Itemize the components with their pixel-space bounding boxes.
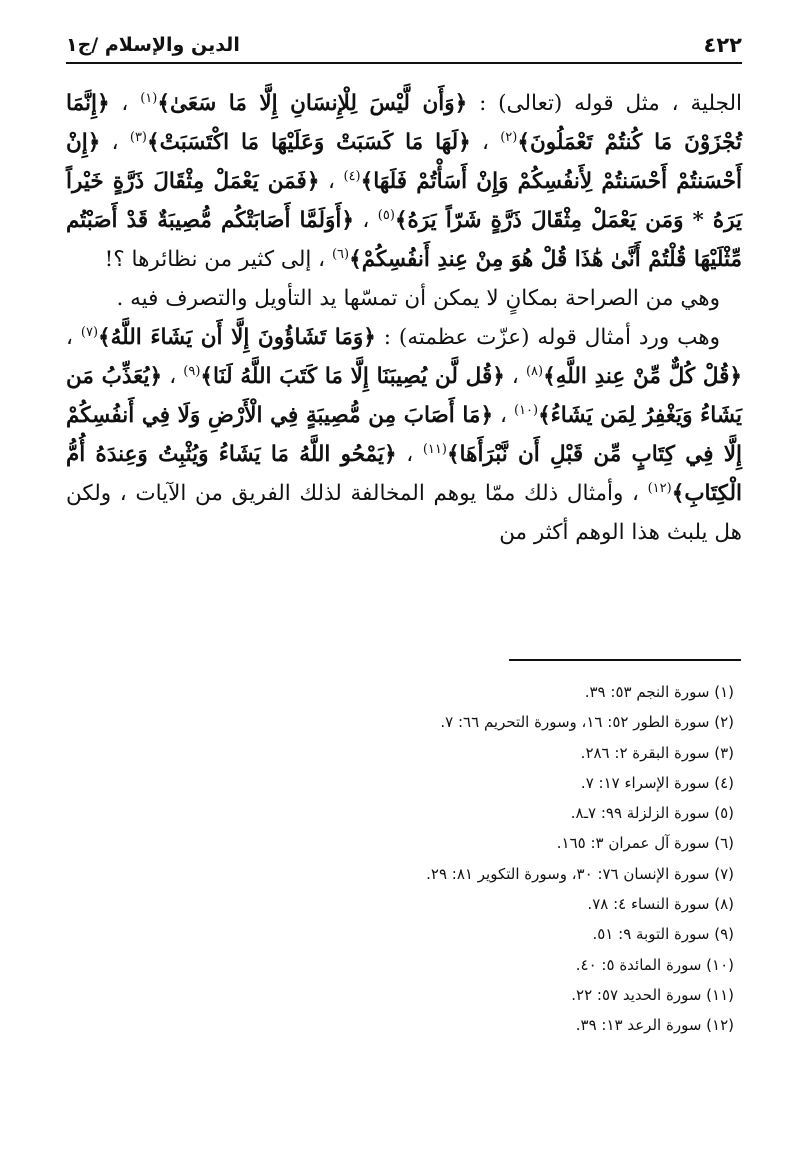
footnote-divider (509, 659, 741, 661)
footnote-item: (٨) سورة النساء ٤: ٧٨. (587, 895, 734, 914)
quran-quote: ﴿قُل لَّن يُصِيبَنَا إِلَّا مَا كَتَبَ اللَّهُ لَنَا﴾ (200, 364, 505, 389)
paragraph-3 (66, 318, 742, 552)
text-run: ، (162, 364, 184, 389)
text-run: ، (109, 91, 141, 116)
footnote-ref[interactable]: (٢) (500, 129, 518, 145)
quran-quote: ﴿قُلْ كُلٌّ مِّنْ عِندِ اللَّهِ﴾ (543, 364, 743, 389)
text-run: ، (100, 130, 130, 155)
quran-quote: ﴿وَأَن لَّيْسَ لِلْإِنسَانِ إِلَّا مَا سَعَىٰ﴾ (157, 91, 468, 116)
text-run: ، (396, 442, 423, 467)
footnote-ref[interactable]: (٣) (129, 129, 147, 145)
quran-quote: ﴿إِنْ أَحْسَنتُمْ أَحْسَنتُمْ لِأَنفُسِكُمْ وَإِنْ أَسَأْتُمْ فَلَهَا﴾ (66, 130, 743, 194)
footnote-item: (٦) سورة آل عمران ٣: ١٦٥. (556, 834, 734, 853)
text-run: ، (319, 169, 344, 194)
footnote-ref[interactable]: (٩) (183, 363, 201, 379)
text-run: ، (353, 208, 378, 233)
text-run: ، (493, 403, 514, 428)
footnote-item: (١٠) سورة المائدة ٥: ٤٠. (575, 955, 734, 974)
paragraph-1 (66, 84, 742, 279)
text-run: الجلية ، مثل قوله (تعالى) : (467, 91, 742, 116)
footnote-item: (٩) سورة التوبة ٩: ٥١. (592, 925, 734, 944)
text-run: ، وأمثال ذلك ممّا يوهم المخالفة لذلك الفريق من الآيات ، ولكن هل يلبث هذا الوهم أكثر من (66, 481, 742, 545)
footnote-ref[interactable]: (١) (140, 90, 158, 106)
footnote-ref[interactable]: (٧) (80, 324, 99, 340)
text-run: ، (470, 130, 501, 155)
quran-quote: ﴿لَهَا مَا كَسَبَتْ وَعَلَيْهَا مَا اكْتَسَبَتْ﴾ (147, 130, 471, 155)
footnote-item: (٤) سورة الإسراء ١٧: ٧. (580, 773, 734, 792)
footnote-item: (٧) سورة الإنسان ٧٦: ٣٠، وسورة التكوير ٨١: ٢٩. (426, 864, 734, 883)
paragraph-2: وهي من الصراحة بمكانٍ لا يمكن أن تمسّها يد التأويل والتصرف فيه . (116, 286, 720, 311)
text-run: ، إلى كثير من نظائرها ؟! (104, 247, 332, 272)
quran-quote: ﴿مَا أَصَابَ مِن مُّصِيبَةٍ فِي الْأَرْضِ وَلَا فِي أَنفُسِكُمْ إِلَّا فِي كِتَابٍ مِّن قَبْلِ أَن نَّبْرَأَهَا﴾ (66, 403, 742, 467)
page-header (66, 28, 742, 64)
quran-quote: ﴿أَوَلَمَّا أَصَابَتْكُم مُّصِيبَةٌ قَدْ أَصَبْتُم مِّثْلَيْهَا قُلْتُمْ أَنَّىٰ هَٰذَا قُلْ هُوَ مِنْ عِندِ أَنفُسِكُمْ﴾ (66, 208, 742, 272)
footnote-ref[interactable]: (٨) (525, 363, 544, 379)
footnote-ref[interactable]: (١١) (422, 441, 447, 457)
footnote-item: (١٢) سورة الرعد ١٣: ٣٩. (575, 1016, 734, 1035)
footnote-item: (٣) سورة البقرة ٢: ٢٨٦. (580, 743, 734, 762)
text-run: ، (504, 364, 526, 389)
main-text (66, 84, 742, 552)
footnote-item: (١١) سورة الحديد ٥٧: ٢٢. (571, 985, 734, 1004)
text-run: ، (66, 325, 81, 350)
footnote-ref[interactable]: (١٠) (513, 402, 539, 418)
footnote-ref[interactable]: (١٢) (647, 480, 672, 496)
footnote-ref[interactable]: (٤) (343, 168, 361, 184)
footnotes (66, 677, 734, 1041)
footnote-ref[interactable]: (٥) (377, 207, 395, 223)
running-title: الدين والإسلام /ج١ (66, 34, 240, 56)
quran-quote: ﴿وَمَا تَشَاؤُونَ إِلَّا أَن يَشَاءَ اللَّهُ﴾ (98, 325, 376, 350)
quran-quote: ﴿يَمْحُو اللَّهُ مَا يَشَاءُ وَيُثْبِتُ وَعِندَهُ أُمُّ الْكِتَابِ﴾ (66, 442, 742, 506)
text-run: وهب ورد أمثال قوله (عزّت عظمته) : (375, 325, 720, 350)
footnote-item: (٥) سورة الزلزلة ٩٩: ٧ـ٨. (570, 804, 734, 823)
quran-quote: ﴿يُعَذِّبُ مَن يَشَاءُ وَيَغْفِرُ لِمَن يَشَاءُ﴾ (66, 364, 742, 428)
footnote-item: (١) سورة النجم ٥٣: ٣٩. (584, 683, 734, 701)
footnote-item: (٢) سورة الطور ٥٢: ١٦، وسورة التحريم ٦٦: ٧. (440, 713, 734, 732)
quran-quote: ﴿فَمَن يَعْمَلْ مِثْقَالَ ذَرَّةٍ خَيْراً يَرَهُ * وَمَن يَعْمَلْ مِثْقَالَ ذَرَّةٍ شَرّاً يَرَهُ﴾ (66, 169, 742, 233)
footnote-ref[interactable]: (٦) (331, 246, 350, 262)
quran-quote: ﴿إِنَّمَا تُجْزَوْنَ مَا كُنتُمْ تَعْمَلُونَ﴾ (66, 91, 742, 155)
page-number: ٤٢٢ (703, 33, 742, 57)
